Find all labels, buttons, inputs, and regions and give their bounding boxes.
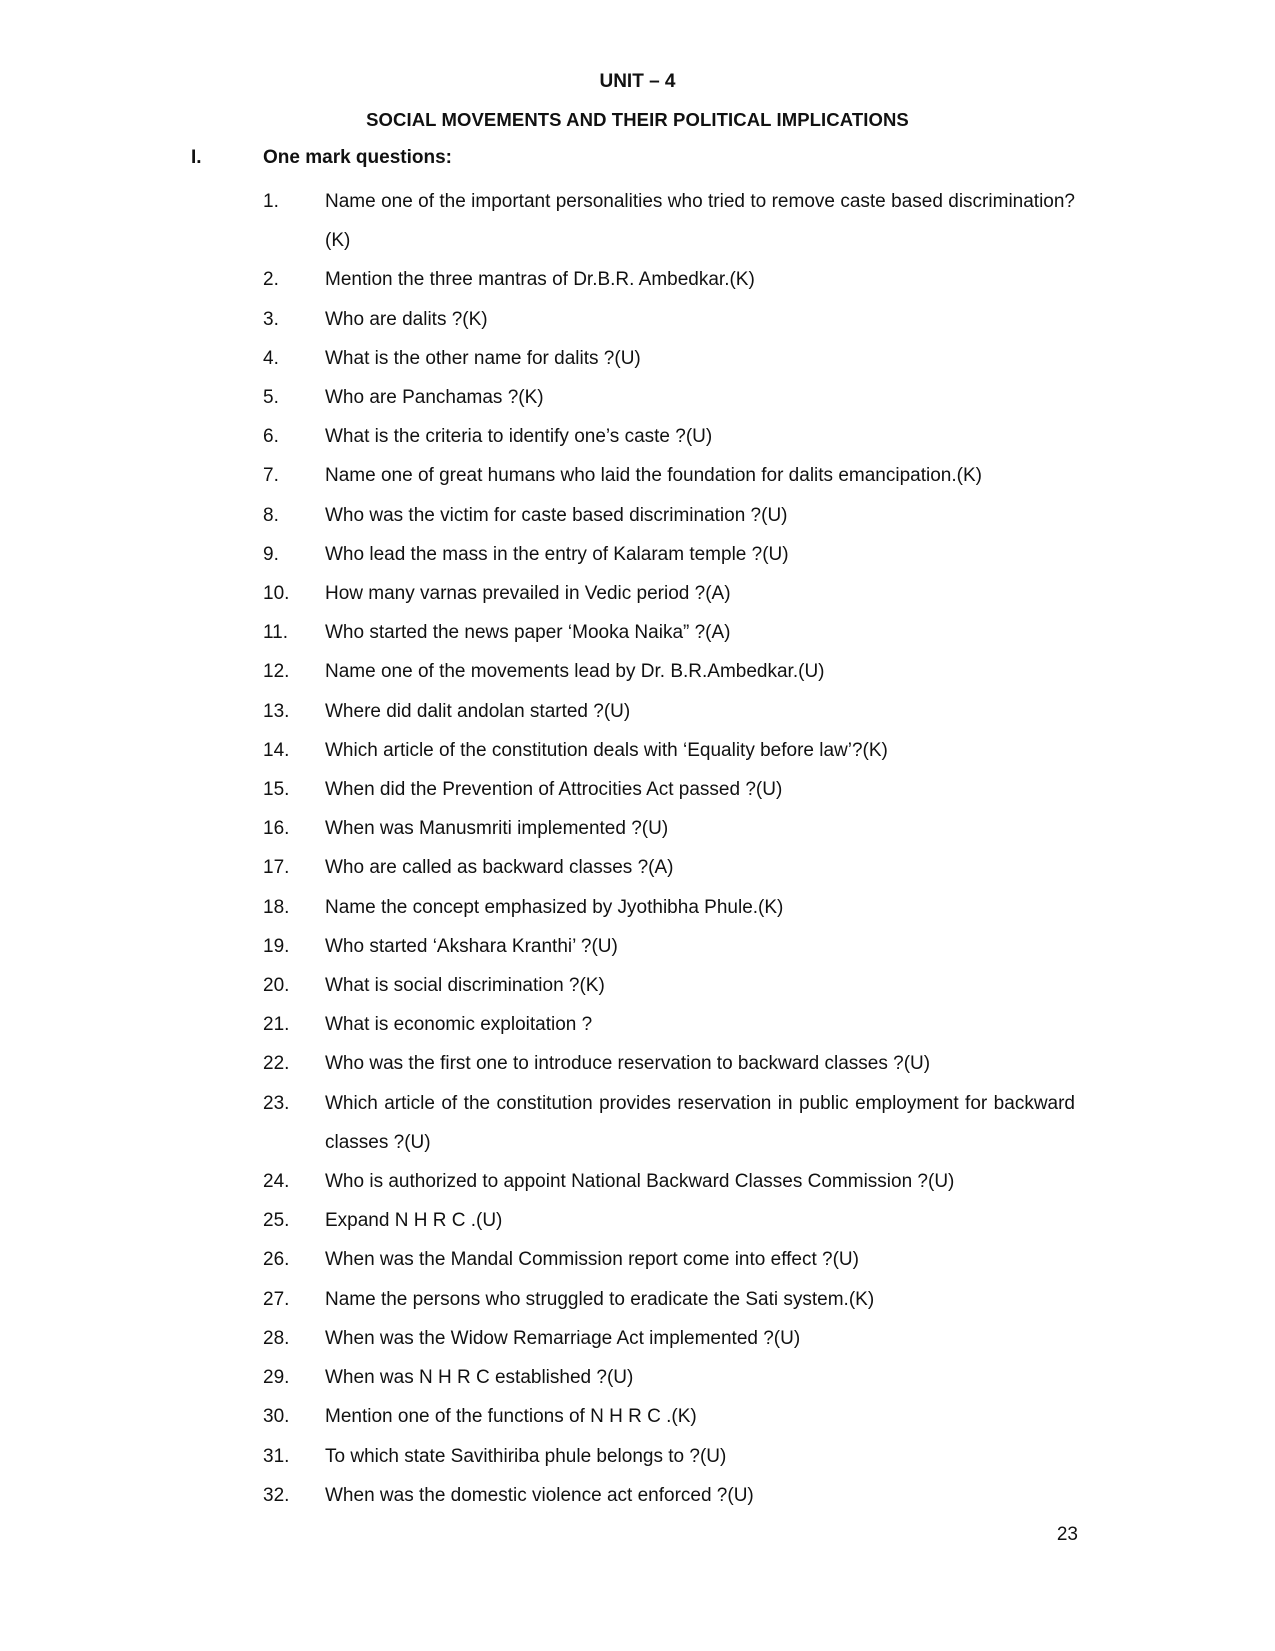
question-number: 3.: [263, 308, 279, 330]
question-number: 12.: [263, 661, 290, 683]
question-number: 23.: [263, 1092, 290, 1114]
question-number: 21.: [263, 1014, 290, 1036]
question-text: When did the Prevention of Attrocities Act passed ?(U): [325, 779, 783, 801]
question-item: [263, 927, 1075, 966]
question-item: [263, 1084, 1075, 1162]
question-item: [263, 496, 1075, 535]
question-text: What is the criteria to identify one’s caste ?(U): [325, 426, 713, 448]
unit-title: UNIT – 4: [599, 71, 676, 92]
question-list: [263, 182, 1075, 1515]
question-item: [263, 339, 1075, 378]
question-item: [263, 1201, 1075, 1240]
question-number: 27.: [263, 1288, 290, 1310]
question-text: Who is authorized to appoint National Backward Classes Commission ?(U): [325, 1171, 955, 1193]
question-text: Name one of great humans who laid the foundation for dalits emancipation.(K): [325, 465, 982, 487]
question-number: 5.: [263, 387, 279, 409]
question-number: 4.: [263, 347, 279, 369]
question-number: 32.: [263, 1484, 290, 1506]
question-text: When was Manusmriti implemented ?(U): [325, 818, 669, 840]
question-item: [263, 535, 1075, 574]
question-number: 8.: [263, 504, 279, 526]
chapter-title: SOCIAL MOVEMENTS AND THEIR POLITICAL IMPLICATIONS: [366, 109, 909, 130]
question-item: [263, 848, 1075, 887]
question-item: [263, 731, 1075, 770]
question-item: [263, 1358, 1075, 1397]
question-text: Expand N H R C .(U): [325, 1210, 503, 1232]
question-text: What is social discrimination ?(K): [325, 975, 605, 997]
question-number: 7.: [263, 465, 279, 487]
question-text: When was the domestic violence act enforced ?(U): [325, 1484, 754, 1506]
question-text: Name the concept emphasized by Jyothibha Phule.(K): [325, 896, 784, 918]
question-text: Where did dalit andolan started ?(U): [325, 700, 631, 722]
question-text: Who are Panchamas ?(K): [325, 387, 544, 409]
question-number: 14.: [263, 739, 290, 761]
question-text: To which state Savithiriba phule belongs to ?(U): [325, 1445, 727, 1467]
question-number: 25.: [263, 1210, 290, 1232]
question-item: [263, 456, 1075, 495]
question-item: [263, 1319, 1075, 1358]
question-number: 2.: [263, 269, 279, 291]
question-text: What is the other name for dalits ?(U): [325, 347, 641, 369]
question-item: [263, 300, 1075, 339]
question-item: [263, 1476, 1075, 1515]
question-text: When was N H R C established ?(U): [325, 1367, 634, 1389]
question-number: 10.: [263, 583, 290, 605]
question-number: 17.: [263, 857, 290, 879]
question-item: [263, 692, 1075, 731]
question-item: [263, 1397, 1075, 1436]
question-text: Who lead the mass in the entry of Kalaram temple ?(U): [325, 543, 789, 565]
question-text: Mention the three mantras of Dr.B.R. Ambedkar.(K): [325, 269, 755, 291]
question-number: 26.: [263, 1249, 290, 1271]
question-text: Who are dalits ?(K): [325, 308, 488, 330]
question-item: [263, 260, 1075, 299]
question-number: 19.: [263, 935, 290, 957]
question-item: [263, 1044, 1075, 1083]
question-item: [263, 652, 1075, 691]
question-item: [263, 378, 1075, 417]
question-number: 9.: [263, 543, 279, 565]
question-number: 29.: [263, 1367, 290, 1389]
question-text: When was the Mandal Commission report come into effect ?(U): [325, 1249, 859, 1271]
question-text: Who started the news paper ‘Mooka Naika” ?(A): [325, 622, 731, 644]
question-text: Who was the first one to introduce reservation to backward classes ?(U): [325, 1053, 931, 1075]
question-number: 6.: [263, 426, 279, 448]
question-number: 30.: [263, 1406, 290, 1428]
section-number: I.: [191, 147, 202, 168]
question-number: 20.: [263, 975, 290, 997]
question-item: [263, 574, 1075, 613]
question-item: [263, 966, 1075, 1005]
question-item: [263, 1240, 1075, 1279]
question-text: When was the Widow Remarriage Act implemented ?(U): [325, 1327, 801, 1349]
question-text: Mention one of the functions of N H R C .(K): [325, 1406, 697, 1428]
question-item: [263, 1005, 1075, 1044]
question-number: 28.: [263, 1327, 290, 1349]
question-text: What is economic exploitation ?: [325, 1014, 593, 1036]
question-text: Who started ‘Akshara Kranthi’ ?(U): [325, 935, 618, 957]
question-text: How many varnas prevailed in Vedic period ?(A): [325, 583, 731, 605]
question-number: 18.: [263, 896, 290, 918]
question-number: 15.: [263, 779, 290, 801]
question-item: [263, 1162, 1075, 1201]
question-item: [263, 1280, 1075, 1319]
question-item: [263, 1437, 1075, 1476]
question-text: Who are called as backward classes ?(A): [325, 857, 674, 879]
question-item: [263, 809, 1075, 848]
question-number: 11.: [263, 622, 289, 644]
question-item: [263, 888, 1075, 927]
question-number: 24.: [263, 1171, 290, 1193]
question-number: 13.: [263, 700, 290, 722]
question-text: Who was the victim for caste based discrimination ?(U): [325, 504, 788, 526]
question-text: Which article of the constitution provides reservation in public employment for backward classes ?(U): [325, 1092, 1075, 1153]
page-number: 23: [1056, 1524, 1078, 1545]
question-text: Name one of the important personalities who tried to remove caste based discrimination?(K): [325, 191, 1075, 252]
question-item: [263, 182, 1075, 260]
question-number: 1.: [263, 191, 279, 212]
question-number: 16.: [263, 818, 290, 840]
question-number: 31.: [263, 1445, 290, 1467]
question-text: Name the persons who struggled to eradicate the Sati system.(K): [325, 1288, 875, 1310]
question-number: 22.: [263, 1053, 290, 1075]
question-item: [263, 613, 1075, 652]
question-text: Name one of the movements lead by Dr. B.R.Ambedkar.(U): [325, 661, 825, 683]
section-label: One mark questions:: [263, 147, 452, 168]
question-text: Which article of the constitution deals with ‘Equality before law’?(K): [325, 739, 888, 761]
question-item: [263, 417, 1075, 456]
question-item: [263, 770, 1075, 809]
